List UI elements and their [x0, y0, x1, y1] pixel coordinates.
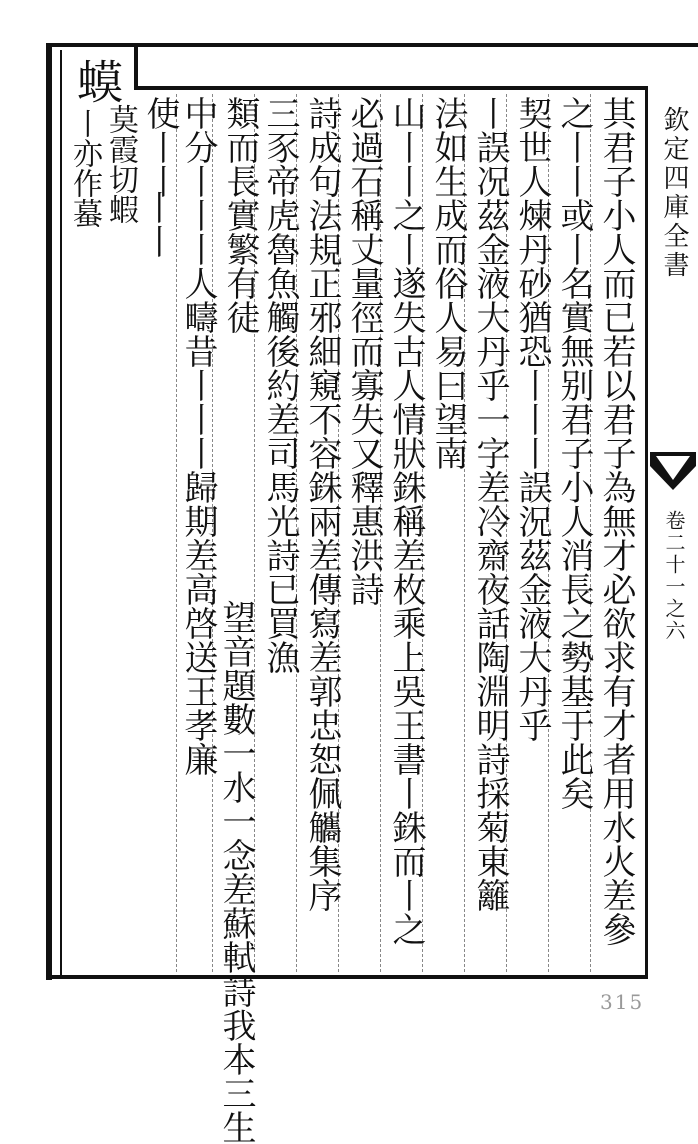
text-column-11: 望音題數一水一念差蘇軾詩我本三生 [216, 600, 256, 1144]
entry-gloss-2: 丨亦作蟇 [67, 108, 102, 228]
column-divider [176, 94, 177, 972]
fish-tail-mark-icon [650, 452, 696, 490]
text-column-1: 其君子小人而已若以君子為無才必欲求有才者用水火差參 [596, 96, 636, 946]
text-column-10: 類而長實繁有徒 [220, 96, 260, 334]
page-number: 315 [600, 990, 645, 1014]
running-head-volume: 卷二十一之六 [662, 510, 686, 642]
text-column-7: 必過石稱丈量徑而寡失又釋惠洪詩 [344, 96, 384, 606]
text-column-13: 使丨丨 [140, 96, 180, 198]
entry-heading-char: 蟆 [70, 58, 124, 104]
page-border-bottom [46, 975, 646, 979]
running-head-title: 欽定四庫全書 [659, 106, 689, 280]
page-border-left [46, 43, 52, 980]
running-head [648, 100, 698, 720]
text-column-8: 詩成句法規正邪細窺不容銖兩差傳寫差郭忠恕佩觿集序 [302, 96, 342, 912]
text-block-top-rule [135, 86, 647, 90]
text-column-12: 中分丨丨丨人疇昔丨丨丨歸期差高啓送王孝廉 [178, 96, 218, 776]
entry-gloss-1: 莫霞切蝦 [103, 104, 138, 224]
heading-box-divider [134, 47, 138, 90]
page-border-top [52, 43, 698, 47]
text-column-9: 三豕帝虎魯魚觸後約差司馬光詩已買漁 [260, 96, 300, 674]
text-column-4: 丨誤况茲金液大丹乎一字差冷齋夜話陶淵明詩採菊東籬 [470, 96, 510, 912]
text-column-5: 法如生成而俗人易曰望南 [428, 96, 468, 470]
text-column-14: 丨丨 [136, 190, 176, 258]
text-column-2: 之丨丨或丨名實無别君子小人消長之勢基于此矣 [554, 96, 594, 810]
text-column-3: 契世人煉丹砂猶恐丨丨丨誤況茲金液大丹乎 [512, 96, 552, 742]
text-column-6: 山丨丨之丨遂失古人情狀銖稱差枚乘上吳王書丨銖而丨之 [386, 96, 426, 946]
entry-heading [64, 58, 130, 104]
